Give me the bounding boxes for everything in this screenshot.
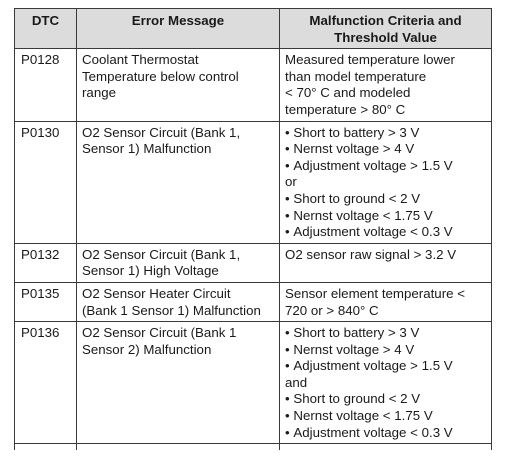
table-body: [15, 49, 492, 451]
error-message-line: Sensor 1) Malfunction: [82, 141, 212, 157]
criteria-line: < 70° C and modeled: [285, 85, 411, 101]
error-message-line: Sensor 2) Malfunction: [82, 341, 212, 357]
dtc-code-cell: P0130: [15, 121, 77, 243]
criteria-bullet-item: • Short to battery > 3 V: [285, 325, 486, 342]
table-row: [15, 282, 492, 321]
error-message-cell: [77, 322, 280, 444]
error-message-line: O2 Sensor Circuit (Bank 1,: [82, 124, 241, 140]
criteria-bullet-item: • Nernst voltage > 4 V: [285, 342, 486, 359]
error-message-line: O2 Sensor Heater Circuit: [82, 285, 231, 301]
table-row: [15, 49, 492, 121]
criteria-line: 720 or > 840° C: [285, 302, 379, 318]
table-row-partial: [15, 444, 492, 451]
dtc-code-cell: P0136: [15, 322, 77, 444]
criteria-bullet-item: • Adjustment voltage < 0.3 V: [285, 224, 486, 241]
error-message-cell: [77, 121, 280, 243]
criteria-cell: [280, 282, 492, 321]
criteria-cell: [280, 49, 492, 121]
table-row: [15, 322, 492, 444]
criteria-cell: [280, 121, 492, 243]
header-error-message: Error Message: [77, 9, 280, 49]
criteria-bullet-item: • Adjustment voltage > 1.5 V: [285, 158, 486, 175]
criteria-bullet-item: • Short to ground < 2 V: [285, 191, 486, 208]
criteria-line: and: [285, 374, 308, 390]
criteria-line: or: [285, 174, 297, 190]
error-message-line: O2 Sensor Circuit (Bank 1,: [82, 246, 241, 262]
partial-cell: [77, 444, 280, 451]
table-header: [15, 9, 492, 49]
criteria-bullet-item: • Nernst voltage > 4 V: [285, 141, 486, 158]
criteria-line: than model temperature: [285, 68, 427, 84]
criteria-bullet-item: • Nernst voltage < 1.75 V: [285, 408, 486, 425]
error-message-line: O2 Sensor Circuit (Bank 1: [82, 325, 237, 341]
header-criteria-line: Malfunction Criteria and: [309, 13, 462, 28]
header-criteria-line: Threshold Value: [334, 29, 437, 45]
error-message-line: range: [82, 85, 117, 101]
criteria-bullet-item: • Adjustment voltage > 1.5 V: [285, 358, 486, 375]
error-message-cell: [77, 243, 280, 282]
criteria-line: O2 sensor raw signal > 3.2 V: [285, 246, 457, 262]
criteria-cell: [280, 322, 492, 444]
header-criteria: [280, 9, 492, 49]
criteria-bullet-item: • Adjustment voltage < 0.3 V: [285, 425, 486, 442]
error-message-cell: [77, 49, 280, 121]
criteria-bullet-item: • Short to battery > 3 V: [285, 125, 486, 142]
header-row: [15, 9, 492, 49]
criteria-bullet-item: • Nernst voltage < 1.75 V: [285, 208, 486, 225]
partial-cell: [280, 444, 492, 451]
header-dtc: DTC: [15, 9, 77, 49]
criteria-line: Measured temperature lower: [285, 52, 455, 68]
dtc-table: [14, 8, 492, 450]
partial-cell: [15, 444, 77, 451]
criteria-cell: [280, 243, 492, 282]
table-row: [15, 121, 492, 243]
error-message-line: (Bank 1 Sensor 1) Malfunction: [82, 302, 261, 318]
criteria-bullet-item: • Short to ground < 2 V: [285, 391, 486, 408]
error-message-line: Coolant Thermostat: [82, 52, 199, 68]
dtc-code-cell: P0128: [15, 49, 77, 121]
error-message-line: Sensor 1) High Voltage: [82, 263, 219, 279]
error-message-cell: [77, 282, 280, 321]
criteria-line: temperature > 80° C: [285, 101, 406, 117]
table-row: [15, 243, 492, 282]
dtc-code-cell: P0132: [15, 243, 77, 282]
dtc-code-cell: P0135: [15, 282, 77, 321]
error-message-line: Temperature below control: [82, 68, 239, 84]
criteria-line: Sensor element temperature <: [285, 285, 465, 301]
